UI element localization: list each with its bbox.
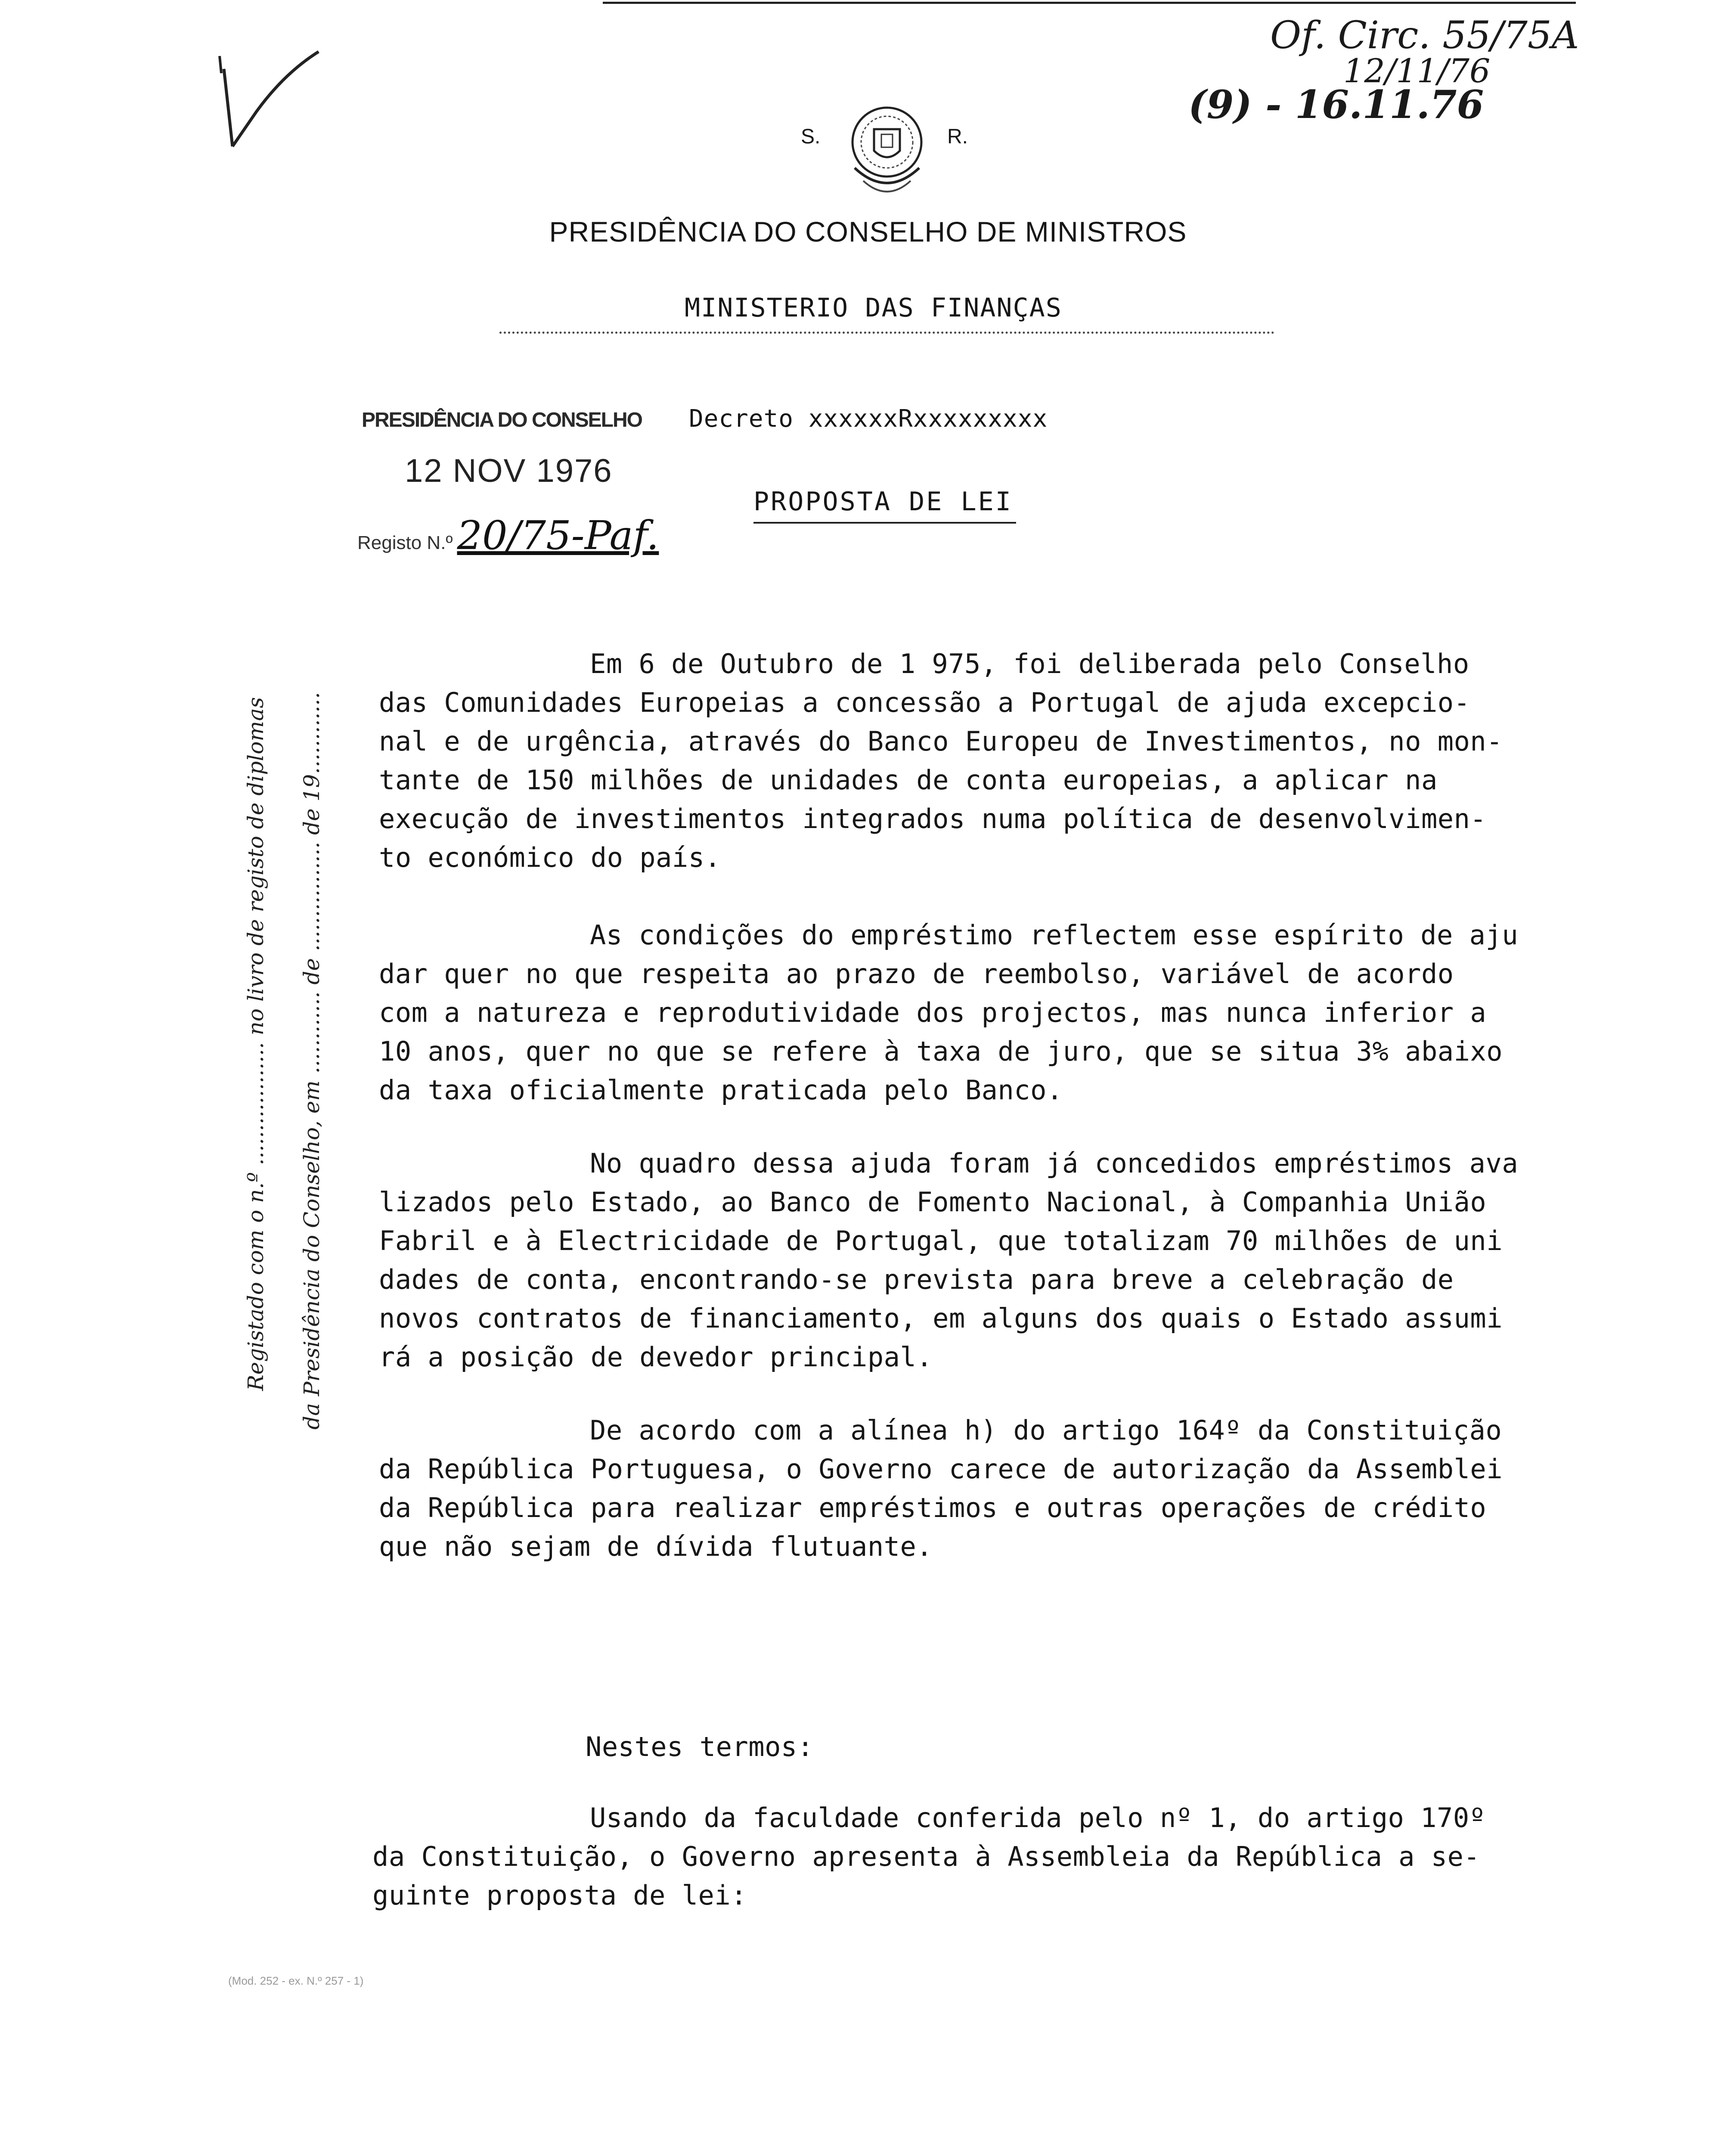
stamp-line-1: PRESIDÊNCIA DO CONSELHO (362, 409, 642, 431)
header-r-letter: R. (947, 125, 968, 148)
body-line: da taxa oficialmente praticada pelo Banco. (379, 1074, 1063, 1106)
body-line: rá a posição de devedor principal. (379, 1341, 933, 1373)
body-line: Usando da faculdade conferida pelo nº 1, do artigo 170º (590, 1802, 1486, 1833)
coat-of-arms-seal-icon (842, 95, 932, 202)
nestes-termos: Nestes termos: (586, 1731, 814, 1762)
body-line: 10 anos, quer no que se refere à taxa de juro, que se situa 3% abaixo (379, 1036, 1503, 1067)
body-line: das Comunidades Europeias a concessão a Portugal de ajuda excepcio- (379, 687, 1470, 718)
handwritten-annotation: Of. Circ. 55/75A (1270, 13, 1579, 57)
body-line: Em 6 de Outubro de 1 975, foi deliberada pelo Conselho (590, 648, 1469, 679)
title-underline (753, 522, 1016, 524)
handwritten-annotation-date: 12/11/76 (1343, 52, 1491, 90)
form-model-footer: (Mod. 252 - ex. N.º 257 - 1) (228, 1974, 364, 1987)
top-border-line (603, 2, 1576, 4)
body-line: novos contratos de financiamento, em alguns dos quais o Estado assumi (379, 1303, 1503, 1334)
body-line: dades de conta, encontrando-se prevista para breve a celebração de (379, 1264, 1454, 1295)
body-line: com a natureza e reprodutividade dos projectos, mas nunca inferior a (379, 997, 1487, 1028)
register-note-line-1: Registado com o n.º .................. no livro de registo de diplomas (243, 697, 268, 1391)
ministry-title: MINISTERIO DAS FINANÇAS (685, 293, 1062, 323)
body-line: No quadro dessa ajuda foram já concedidos empréstimos ava (590, 1148, 1519, 1179)
body-line: As condições do empréstimo reflectem esse espírito de aju (590, 919, 1519, 951)
body-line: da República para realizar empréstimos e outras operações de crédito (379, 1492, 1487, 1523)
body-line: Fabril e à Electricidade de Portugal, que totalizam 70 milhões de uni (379, 1225, 1503, 1256)
stamp-registo (357, 512, 659, 558)
struck-decreto-line: Decreto xxxxxxRxxxxxxxxx (689, 405, 1048, 433)
body-line: execução de investimentos integrados numa política de desenvolvimen- (379, 803, 1487, 835)
header-s-letter: S. (801, 125, 821, 148)
body-line: nal e de urgência, através do Banco Europeu de Investimentos, no mon- (379, 726, 1503, 757)
stamp-registo-number: 20/75-Paf. (457, 512, 659, 558)
body-line: tante de 150 milhões de unidades de conta europeias, a aplicar na (379, 764, 1438, 796)
body-line: De acordo com a alínea h) do artigo 164º da Constituição (590, 1415, 1502, 1446)
body-line: da República Portuguesa, o Governo carece de autorização da Assemblei (379, 1453, 1503, 1485)
stamp-date: 12 NOV 1976 (405, 453, 613, 489)
body-line: da Constituição, o Governo apresenta à Assembleia da República a se- (372, 1841, 1480, 1872)
stamp-registo-label: Registo N.º (357, 532, 453, 553)
body-line: que não sejam de dívida flutuante. (379, 1531, 933, 1562)
handwritten-annotation-number: (9) - 16.11.76 (1188, 82, 1484, 127)
body-line: dar quer no que respeita ao prazo de reembolso, variável de acordo (379, 958, 1454, 990)
dotted-divider (499, 332, 1274, 334)
page-title: PRESIDÊNCIA DO CONSELHO DE MINISTROS (549, 216, 1187, 248)
body-line: to económico do país. (379, 842, 721, 873)
handwritten-check-mark (215, 47, 327, 151)
body-line: lizados pelo Estado, ao Banco de Fomento Nacional, à Companhia União (379, 1186, 1487, 1218)
document-type-title: PROPOSTA DE LEI (753, 487, 1013, 517)
register-note-line-2: da Presidência do Conselho, em ............ de ................ de 19............ (299, 692, 324, 1430)
body-line: guinte proposta de lei: (372, 1880, 747, 1911)
